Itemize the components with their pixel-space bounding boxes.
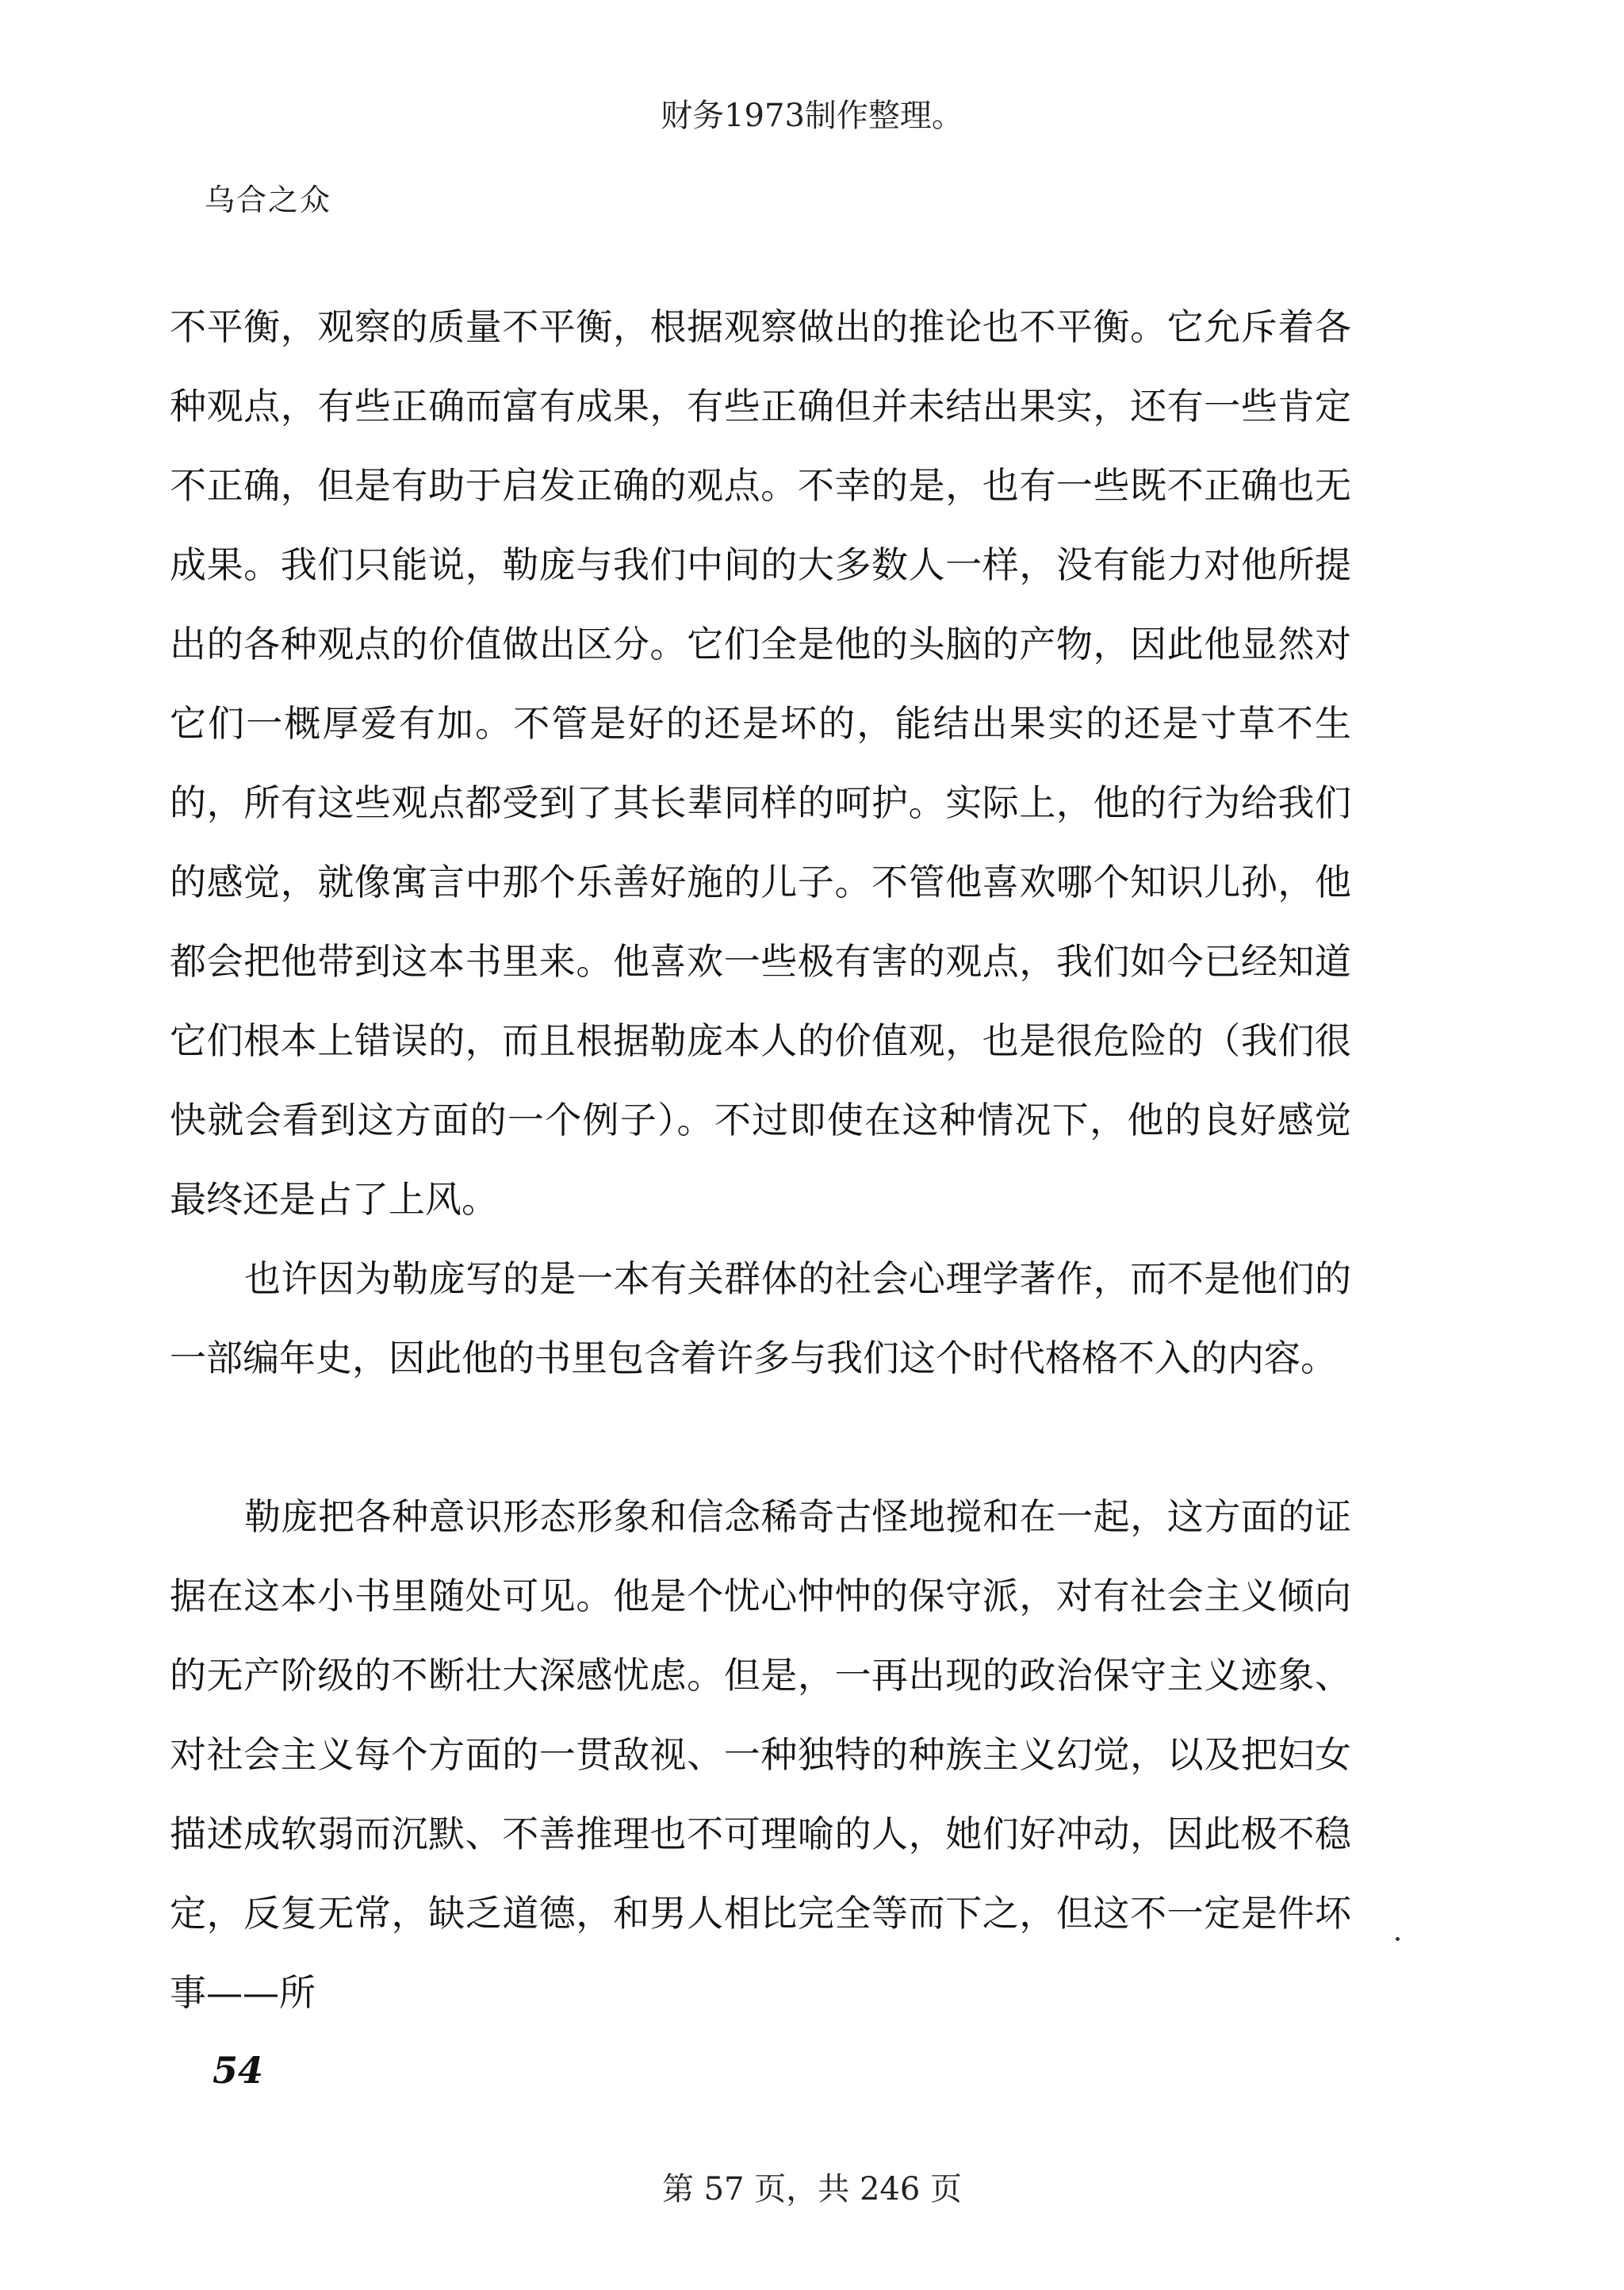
paragraph-1: 不平衡，观察的质量不平衡，根据观察做出的推论也不平衡。它允斥着各种观点，有些正确而富有成果，有些正确但并未结出果实，还有一些肯定不正确，但是有助于启发正确的观点。不幸的是，也有一些既不正确也无成果。我们只能说，勒庞与我们中间的大多数人一样，没有能力对他所提出的各种观点的价值做出区分。它们全是他的头脑的产物，因此他显然对它们一概厚爱有加。不管是好的还是坏的，能结出果实的还是寸草不生的，所有这些观点都受到了其长辈同样的呵护。实际上，他的行为给我们的感觉，就像寓言中那个乐善好施的儿子。不管他喜欢哪个知识儿孙，他都会把他带到这本书里来。他喜欢一些极有害的观点，我们如今已经知道它们根本上错误的，而且根据勒庞本人的价值观，也是很危险的（我们很快就会看到这方面的一个例子）。不过即使在这种情况下，他的良好感觉最终还是占了上风。 xyxy=(170,305,1351,1221)
page-number: 54 xyxy=(213,2049,264,2092)
paragraph-2: 也许因为勒庞写的是一本有关群体的社会心理学著作，而不是他们的一部编年史，因此他的书里包含着许多与我们这个时代格格不入的内容。 xyxy=(170,1257,1351,1379)
body-text xyxy=(170,287,1351,2032)
watermark-text: 财务1973制作整理。 xyxy=(661,98,963,134)
scan-speck xyxy=(1396,1937,1400,1941)
paragraph-3: 勒庞把各种意识形态形象和信念稀奇古怪地搅和在一起，这方面的证据在这本小书里随处可见。他是个忧心忡忡的保守派，对有社会主义倾向的无产阶级的不断壮大深感忧虑。但是，一再出现的政治保守主义迹象、对社会主义每个方面的一贯敌视、一种独特的种族主义幻觉，以及把妇女描述成软弱而沉默、不善推理也不可理喻的人，她们好冲动，因此极不稳定，反复无常，缺乏道德，和男人相比完全等而下之，但这不一定是件坏事——所 xyxy=(170,1495,1351,2014)
page-footer: 第 57 页，共 246 页 xyxy=(661,2171,963,2208)
running-head-title: 乌合之众 xyxy=(205,182,332,217)
